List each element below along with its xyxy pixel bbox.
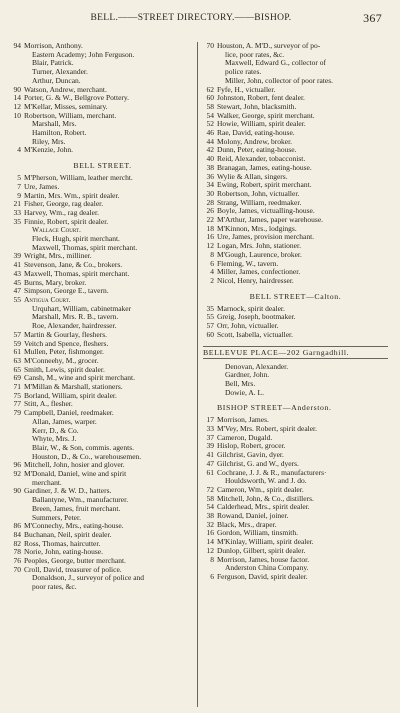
house-number: 47	[206, 458, 214, 468]
house-number: 46	[206, 128, 214, 138]
entry-text: Norie, John, eating-house.	[24, 547, 103, 557]
house-number: 55	[13, 294, 21, 304]
house-number: 44	[206, 136, 214, 146]
house-number: 30	[206, 188, 214, 198]
entry-text: M'Donald, Daniel, wine and spirit	[24, 469, 127, 479]
entry-text: M'Gough, Laurence, broker.	[217, 249, 302, 259]
entry-text: Martin & Gourlay, fleshers.	[24, 329, 108, 339]
entry-text: Marshall, Mrs. R. B., tavern.	[32, 312, 119, 322]
entry-text: Marshall, Mrs.	[32, 119, 77, 129]
entry-text: Ross, Thomas, haircutter.	[24, 538, 101, 548]
house-number: 8	[210, 554, 214, 564]
entry-text: Howie, William, spirit dealer.	[217, 119, 306, 129]
entry-text: Maxwell, Thomas, spirit merchant.	[24, 268, 130, 278]
entry-text: Cameron, Wm., spirit dealer.	[217, 484, 304, 494]
entry-text: M'Pherson, William, leather mercht.	[24, 173, 133, 183]
entry-text: Bell, Mrs.	[225, 378, 256, 388]
entry-text: Wylie & Allan, singers.	[217, 171, 288, 181]
house-number: 40	[206, 154, 214, 164]
entry-text: Rowand, Daniel, joiner.	[217, 511, 289, 521]
entry-text: Ewing, Robert, spirit merchant.	[217, 180, 312, 190]
entry-text: Marnock, spirit dealer.	[217, 303, 285, 313]
entry-text: Burns, Mary, broker.	[24, 277, 87, 287]
entry-text: Borland, William, spirit dealer.	[24, 390, 117, 400]
street-heading: BELL STREET—Calton.	[249, 291, 342, 301]
house-number: 94	[13, 41, 21, 50]
house-number: 90	[13, 486, 21, 496]
entry-text: Martin, Mrs. Wm., spirit dealer.	[24, 190, 120, 200]
entry-text: Fisher, George, rag dealer.	[24, 199, 104, 209]
house-number: 54	[206, 110, 214, 120]
house-number: 45	[13, 277, 21, 287]
house-number: 36	[206, 171, 214, 181]
entry-text: Logan, Mrs. John, stationer.	[217, 241, 301, 251]
entry-text: Allan, James, warper.	[32, 416, 97, 426]
entry-text: Johnston, Robert, fent dealer.	[217, 93, 305, 103]
house-number: 76	[13, 556, 21, 566]
entry-text: Dunlop, Gilbert, spirit dealer.	[217, 545, 306, 555]
entry-text: Cochrane, J. J. & R., manufacturers·	[217, 467, 327, 477]
left-column	[10, 42, 195, 592]
entry-text: Hamilton, Robert.	[32, 128, 87, 138]
house-number: 72	[206, 484, 214, 494]
directory-entry	[10, 146, 195, 155]
entry-text: Harvey, Wm., rag dealer.	[24, 207, 99, 217]
entry-text: Dowie, A. L.	[225, 387, 264, 397]
entry-text: police rates.	[225, 67, 262, 77]
house-number: 33	[206, 424, 214, 434]
house-number: 60	[206, 93, 214, 103]
entry-text: lice, poor rates, &c.	[225, 49, 285, 59]
house-number: 37	[206, 432, 214, 442]
house-number: 47	[13, 286, 21, 296]
house-number: 21	[13, 199, 21, 209]
house-number: 42	[206, 145, 214, 155]
entry-text: Miller, John, collector of poor rates.	[225, 75, 334, 85]
house-number: 39	[13, 251, 21, 261]
entry-text: M'Kellar, Misses, seminary.	[24, 101, 108, 111]
entry-text: Gordon, William, tinsmith.	[217, 528, 299, 538]
entry-text: Fleming, W., tavern.	[217, 258, 279, 268]
house-number: 38	[206, 511, 214, 521]
entry-text: Cansh, M., wine and spirit merchant.	[24, 373, 136, 383]
entry-text: Miller, James, confectioner.	[217, 267, 301, 277]
running-title: BELL.——STREET DIRECTORY.——BISHOP.	[90, 13, 292, 23]
entry-text: Houldsworth, W. and J. do.	[225, 476, 307, 486]
house-number: 4	[210, 267, 214, 277]
entry-text: Veitch and Spence, fleshers.	[24, 338, 109, 348]
house-number: 60	[206, 329, 214, 339]
house-number: 54	[206, 502, 214, 512]
house-number: 32	[206, 519, 214, 529]
house-number: 4	[17, 145, 21, 155]
house-number: 82	[13, 538, 21, 548]
street-heading: BISHOP STREET—Anderston.	[217, 403, 332, 413]
house-number: 96	[13, 460, 21, 470]
house-number: 57	[206, 321, 214, 331]
entry-text: Stewart, John, blacksmith.	[217, 101, 297, 111]
house-number: 57	[13, 329, 21, 339]
house-number: 59	[13, 338, 21, 348]
house-number: 41	[206, 450, 214, 460]
house-number: 71	[13, 382, 21, 392]
house-number: 58	[206, 493, 214, 503]
entry-text: Calderhead, Mrs., spirit dealer.	[217, 502, 310, 512]
entry-text: Porter, G. & W., Bellgrove Pottery.	[24, 93, 130, 103]
entry-text: Ferguson, David, spirit dealer.	[217, 571, 308, 581]
right-column	[203, 42, 388, 582]
house-number: 61	[206, 467, 214, 477]
court-name: Wallace Court.	[32, 225, 81, 235]
entry-text: Gardiner, J. & W. D., hatters.	[24, 486, 112, 496]
entry-text: Anderston China Company.	[225, 563, 309, 573]
house-number: 9	[17, 190, 21, 200]
entry-text: Cameron, Dugald.	[217, 432, 273, 442]
entry-text: M'Millan & Marshall, stationers.	[24, 382, 123, 392]
entry-text: Orr, John, victualler.	[217, 321, 279, 331]
entry-text: Eastern Academy; John Ferguson.	[32, 49, 135, 59]
house-number: 22	[206, 215, 214, 225]
entry-text: M'Vey, Mrs. Robert, spirit dealer.	[217, 424, 318, 434]
house-number: 90	[13, 84, 21, 94]
directory-entry	[10, 583, 195, 592]
entry-text: Riley, Mrs.	[32, 136, 66, 146]
entry-text: Croll, David, treasurer of police.	[24, 564, 122, 574]
house-number: 79	[13, 408, 21, 418]
entry-text: poor rates, &c.	[32, 582, 77, 592]
entry-text: Boyle, James, victualling-house.	[217, 206, 315, 216]
entry-text: Walker, George, spirit merchant.	[217, 110, 315, 120]
entry-text: Mitchell, John, & Co., distillers.	[217, 493, 314, 503]
street-heading: BELL STREET.	[73, 161, 132, 171]
entry-text: Houston, D., & Co., warehousemen.	[32, 451, 142, 461]
house-number: 35	[206, 303, 214, 313]
house-number: 14	[206, 537, 214, 547]
entry-text: M'Arthur, James, paper warehouse.	[217, 215, 324, 225]
house-number: 35	[13, 216, 21, 226]
street-heading: BELLEVUE PLACE—202 Garngadhill.	[203, 346, 388, 359]
entry-text: M'Kenzie, John.	[24, 145, 74, 155]
entry-text: Nicol, Henry, hairdresser.	[217, 275, 294, 285]
directory-entry	[203, 277, 388, 286]
house-number: 39	[206, 441, 214, 451]
house-number: 12	[13, 101, 21, 111]
house-number: 65	[13, 364, 21, 374]
entry-text: Ballantyne, Wm., manufacturer.	[32, 495, 129, 505]
entry-text: Blair, W., & Son, commis. agents.	[32, 442, 134, 452]
entry-text: Branagan, James, eating-house.	[217, 162, 312, 172]
entry-text: Ure, James, provision merchant.	[217, 232, 315, 242]
entry-text: Blair, Patrick.	[32, 58, 74, 68]
house-number: 38	[206, 162, 214, 172]
entry-text: Smith, Lewis, spirit dealer.	[24, 364, 105, 374]
house-number: 17	[206, 415, 214, 425]
entry-text: Morrison, James, house factor.	[217, 554, 310, 564]
house-number: 69	[13, 373, 21, 383]
entry-text: M'Kinnon, Mrs., lodgings.	[217, 223, 297, 233]
entry-text: Rae, David, eating-house.	[217, 128, 295, 138]
entry-text: Mullen, Peter, fishmonger.	[24, 347, 104, 357]
entry-text: merchant.	[32, 477, 62, 487]
directory-entry	[203, 389, 388, 398]
entry-text: Houston, A. M'D., surveyor of po-	[217, 41, 321, 50]
entry-text: Molony, Andrew, broker.	[217, 136, 293, 146]
house-number: 63	[13, 355, 21, 365]
entry-text: Turner, Alexander.	[32, 67, 88, 77]
entry-text: Maxwell, Thomas, spirit merchant.	[32, 242, 138, 252]
entry-text: Donaldson, J., surveyor of police and	[32, 573, 145, 583]
house-number: 6	[210, 258, 214, 268]
entry-text: Gilchrist, Gavin, dyer.	[217, 450, 284, 460]
house-number: 86	[13, 521, 21, 531]
entry-text: Hislop, Robert, grocer.	[217, 441, 286, 451]
entry-text: Ure, James.	[24, 181, 60, 191]
page-header	[32, 13, 382, 29]
entry-text: Urquhart, William, cabinetmaker	[32, 303, 132, 313]
house-number: 33	[13, 207, 21, 217]
house-number: 18	[206, 223, 214, 233]
entry-text: Maxwell, Edward G., collector of	[225, 58, 327, 68]
entry-text: Peoples, George, butter merchant.	[24, 556, 126, 566]
entry-text: Mitchell, John, hosier and glover.	[24, 460, 125, 470]
house-number: 5	[17, 173, 21, 183]
entry-text: Buchanan, Neil, spirit dealer.	[24, 529, 112, 539]
house-number: 26	[206, 206, 214, 216]
house-number: 75	[13, 390, 21, 400]
house-number: 58	[206, 101, 214, 111]
house-number: 8	[210, 249, 214, 259]
house-number: 92	[13, 469, 21, 479]
entry-text: Breen, James, fruit merchant.	[32, 503, 121, 513]
entry-text: Simpson, George E., tavern.	[24, 286, 109, 296]
entry-text: Strang, William, reedmaker.	[217, 197, 302, 207]
house-number: 2	[210, 275, 214, 285]
entry-text: Summers, Peter.	[32, 512, 81, 522]
house-number: 16	[206, 528, 214, 538]
house-number: 41	[13, 260, 21, 270]
entry-text: Black, Mrs., draper.	[217, 519, 277, 529]
page-number: 367	[363, 11, 382, 25]
house-number: 34	[206, 180, 214, 190]
entry-text: M'Conneehy, M., grocer.	[24, 355, 99, 365]
entry-text: Fleck, Hugh, spirit merchant.	[32, 234, 120, 244]
entry-text: Watson, Andrew, merchant.	[24, 84, 107, 94]
court-name: Antigua Court.	[24, 294, 71, 304]
entry-text: Gardner, John.	[225, 370, 270, 380]
entry-text: Dunn, Peter, eating-house.	[217, 145, 297, 155]
house-number: 62	[206, 84, 214, 94]
house-number: 84	[13, 529, 21, 539]
house-number: 6	[210, 571, 214, 581]
house-number: 12	[206, 241, 214, 251]
entry-text: Campbell, Daniel, reedmaker.	[24, 408, 114, 418]
house-number: 77	[13, 399, 21, 409]
entry-text: Morrison, James.	[217, 415, 269, 425]
entry-text: Fyfe, H., victualler.	[217, 84, 276, 94]
house-number: 43	[13, 268, 21, 278]
house-number: 14	[13, 93, 21, 103]
entry-text: Stitt, A., flesher.	[24, 399, 73, 409]
house-number: 10	[13, 110, 21, 120]
house-number: 70	[13, 564, 21, 574]
entry-text: Whyte, Mrs. J.	[32, 434, 77, 444]
entry-text: M'Connechy, Mrs., eating-house.	[24, 521, 124, 531]
entry-text: M'Kinlay, William, spirit dealer.	[217, 537, 314, 547]
entry-text: Roe, Alexander, hairdresser.	[32, 321, 117, 331]
house-number: 52	[206, 119, 214, 129]
entry-text: Stevenson, Jane, & Co., brokers.	[24, 260, 123, 270]
house-number: 61	[13, 347, 21, 357]
entry-text: Arthur, Duncan.	[32, 75, 81, 85]
entry-text: Gilchrist, G. and W., dyers.	[217, 458, 299, 468]
entry-text: Wright, Mrs., milliner.	[24, 251, 92, 261]
directory-entry	[203, 573, 388, 582]
house-number: 12	[206, 545, 214, 555]
column-divider	[197, 42, 198, 707]
entry-text: Morrison, Anthony.	[24, 41, 83, 50]
entry-text: Robertson, John, victualler.	[217, 188, 300, 198]
house-number: 70	[206, 41, 214, 50]
entry-text: Kerr, D., & Co.	[32, 425, 79, 435]
entry-text: Denovan, Alexander.	[225, 361, 289, 371]
entry-text: Scott, Isabella, victualler.	[217, 329, 294, 339]
entry-text: Robertson, William, merchant.	[24, 110, 117, 120]
house-number: 55	[206, 312, 214, 322]
entry-text: Greig, Joseph, bootmaker.	[217, 312, 296, 322]
house-number: 16	[206, 232, 214, 242]
house-number: 78	[13, 547, 21, 557]
entry-text: Reid, Alexander, tobacconist.	[217, 154, 306, 164]
house-number: 7	[17, 181, 21, 191]
entry-text: Finnie, Robert, spirit dealer.	[24, 216, 109, 226]
house-number: 28	[206, 197, 214, 207]
directory-entry	[203, 331, 388, 340]
